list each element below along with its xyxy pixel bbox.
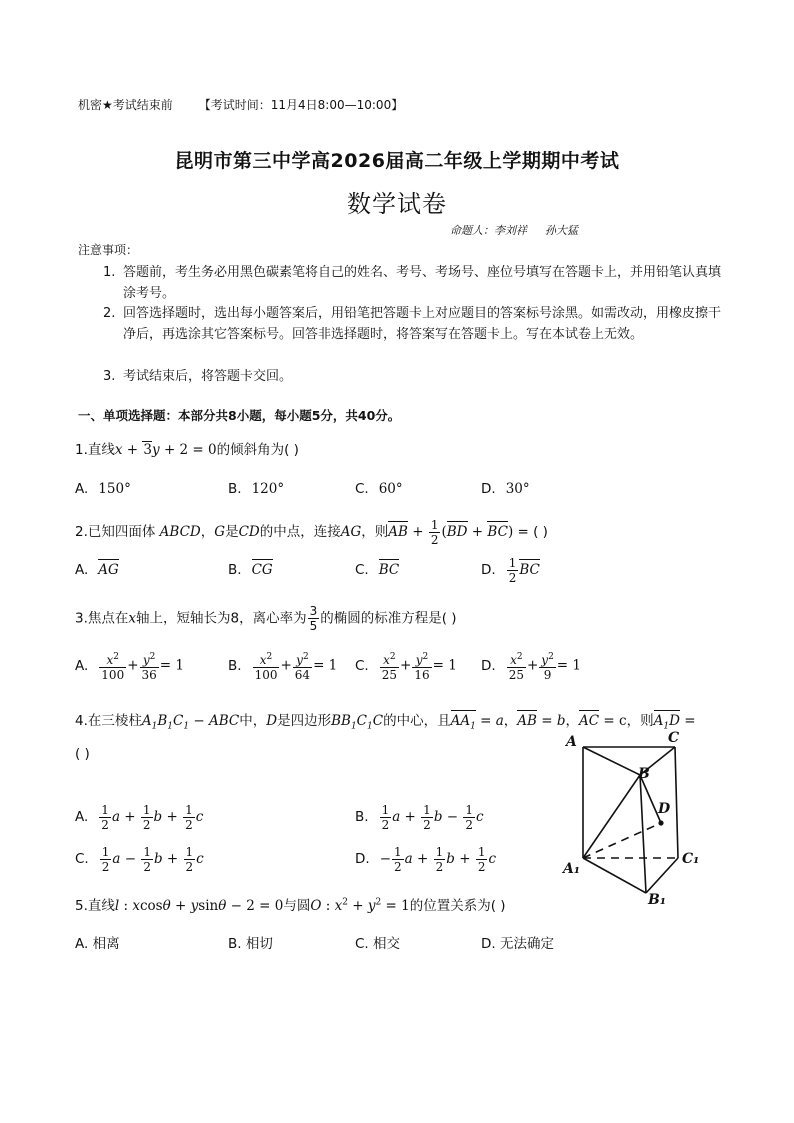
notice-item: [103, 366, 723, 387]
exam-time: 【考试时间：11月4日8:00—10:00】: [198, 98, 404, 112]
q3-text: 的椭圆的标准方程是( ): [320, 610, 457, 627]
q1-prefix: 1.直线: [75, 442, 115, 458]
q4-paren: ( ): [75, 746, 90, 762]
q1-suffix: 的倾斜角为( ): [216, 442, 299, 458]
edge-a1b1: [583, 858, 646, 893]
q2-text: ，则: [361, 524, 389, 540]
label-c: C: [668, 730, 680, 746]
label-a: A: [566, 734, 577, 750]
option-label: C.: [355, 481, 369, 497]
q4-option-b[interactable]: B. $\frac{1}{2}$ a + $\frac{1}{2}$ b − $\frac{1}{2}$ c: [355, 803, 484, 832]
notice-num: 3.: [103, 369, 116, 384]
question-4: 4.在三棱柱$A_1B_1C_1$ − ABC中，D是四边形$BB_1C_1C$的中心，且$AA_1 = a$，AB = b，AC = c，则$A_1D$ =: [75, 713, 696, 732]
q3-option-b[interactable]: B. $\frac{x^2}{100}$ + $\frac{y^2}{64}$ = 1: [228, 652, 338, 682]
edge-cc1: [675, 747, 678, 858]
secret-label: 机密★考试结束前: [78, 98, 173, 112]
q3-text: 轴上，短轴长为8，离心率为: [136, 610, 307, 627]
notice-text: 回答选择题时，选出每小题答案后，用铅笔把答题卡上对应题目的答案标号涂黑。如需改动，用橡皮擦干净后，再选涂其它答案标号。回答非选择题时，将答案写在答题卡上。写在本试卷上无效。: [123, 306, 722, 342]
notice-text: 考试结束后，将答题卡交回。: [123, 369, 293, 384]
label-d: D: [658, 801, 671, 817]
q4-text: ，则: [626, 713, 654, 729]
q1-option-c[interactable]: [355, 481, 403, 497]
label-b: B: [638, 766, 650, 782]
q4-text: 是四边形: [277, 713, 332, 729]
q2-option-c[interactable]: C. BC: [355, 562, 400, 578]
q2-text: ，: [200, 524, 215, 540]
question-1: [75, 438, 299, 458]
q4-option-d[interactable]: D. − $\frac{1}{2}$ a + $\frac{1}{2}$ b + $\frac{1}{2}$ c: [355, 845, 497, 874]
q1-equation: x + 3y + 2 = 0: [114, 442, 217, 458]
q5-text: 的位置关系为( ): [409, 898, 506, 914]
label-a1: A₁: [563, 861, 580, 877]
page-title: 昆明市第三中学高2026届高二年级上学期期中考试: [174, 150, 620, 172]
q4-text: 的中心，且: [383, 713, 451, 729]
option-label: D.: [481, 481, 496, 497]
label-c1: C₁: [682, 851, 700, 867]
question-2: 2.已知四面体 ABCD，G是CD的中点，连接AG，则AB + $\frac{1}{2}$ (BD + BC) = ( ): [75, 518, 548, 547]
q1-option-b[interactable]: [228, 481, 284, 497]
notice-text: 答题前，考生务必用黑色碳素笔将自己的姓名、考号、考场号、座位号填写在答题卡上，并用铅笔认真填涂考号。: [123, 265, 722, 301]
page-subtitle: 数学试卷: [347, 190, 447, 218]
notice-item: [103, 262, 723, 304]
q5-option-b[interactable]: B. 相切: [228, 936, 273, 952]
notice-item: [103, 303, 723, 345]
section-title: 一、单项选择题：本部分共8小题，每小题5分，共40分。: [78, 408, 401, 423]
edge-ab: [583, 747, 640, 775]
header-line: [78, 96, 403, 113]
option-label: B.: [228, 481, 242, 497]
option-value: 120°: [251, 481, 285, 497]
q4-prefix: 4.在三棱柱: [75, 713, 142, 729]
q2-text: = ( ): [513, 524, 548, 540]
q2-option-a[interactable]: A. AG: [75, 562, 119, 578]
q5-prefix: 5.直线: [75, 898, 115, 914]
edge-b1c1: [646, 858, 678, 893]
option-label: A.: [75, 481, 89, 497]
q3-option-a[interactable]: A. $\frac{x^2}{100}$ + $\frac{y^2}{36}$ = 1: [75, 652, 184, 682]
option-value: 150°: [98, 481, 131, 497]
q5-option-a[interactable]: A. 相离: [75, 936, 120, 952]
question-5: 5.直线l : xcosθ + ysinθ − 2 = 0与圆O : $x^2 + y^2 = 1$的位置关系为( ): [75, 897, 506, 914]
option-value: 60°: [378, 481, 403, 497]
notice-num: 1.: [103, 265, 116, 280]
q3-option-d[interactable]: D. $\frac{x^2}{25}$ + $\frac{y^2}{9}$ = 1: [481, 652, 581, 682]
label-b1: B₁: [648, 892, 666, 908]
q5-text: 与圆: [283, 898, 311, 914]
notice-title: 注意事项：: [78, 243, 139, 257]
q2-option-d[interactable]: D. $\frac{1}{2}$ BC: [481, 556, 540, 585]
option-value: 30°: [505, 481, 530, 497]
author-1: 李刘祥: [494, 224, 527, 237]
q1-option-d[interactable]: [481, 481, 530, 497]
prism-figure: [560, 730, 710, 910]
q5-option-c[interactable]: C. 相交: [355, 936, 401, 952]
q2-text: 是: [225, 524, 239, 540]
q3-prefix: 3.焦点在: [75, 610, 129, 627]
q4-option-a[interactable]: A. $\frac{1}{2}$ a + $\frac{1}{2}$ b + $\frac{1}{2}$ c: [75, 803, 204, 832]
q4-text: 中，: [239, 713, 267, 729]
notice-num: 2.: [103, 306, 116, 321]
author-2: 孙大猛: [545, 224, 578, 237]
q2-prefix: 2.已知四面体: [75, 524, 156, 540]
point-d: [658, 820, 663, 825]
authors-label: 命题人：: [450, 224, 494, 237]
q2-option-b[interactable]: B. CG: [228, 562, 273, 578]
q1-option-a[interactable]: [75, 481, 131, 497]
q4-option-c[interactable]: C. $\frac{1}{2}$ a − $\frac{1}{2}$ b + $\frac{1}{2}$ c: [75, 845, 204, 874]
q3-option-c[interactable]: C. $\frac{x^2}{25}$ + $\frac{y^2}{16}$ = 1: [355, 652, 457, 682]
edge-bb1: [640, 775, 646, 893]
authors: [450, 222, 578, 238]
q5-option-d[interactable]: D. 无法确定: [481, 936, 554, 952]
q2-text: 的中点，连接: [259, 524, 341, 540]
question-3: 3.焦点在x轴上，短轴长为8，离心率为 $\frac{3}{5}$ 的椭圆的标准方程是( ): [75, 604, 457, 633]
